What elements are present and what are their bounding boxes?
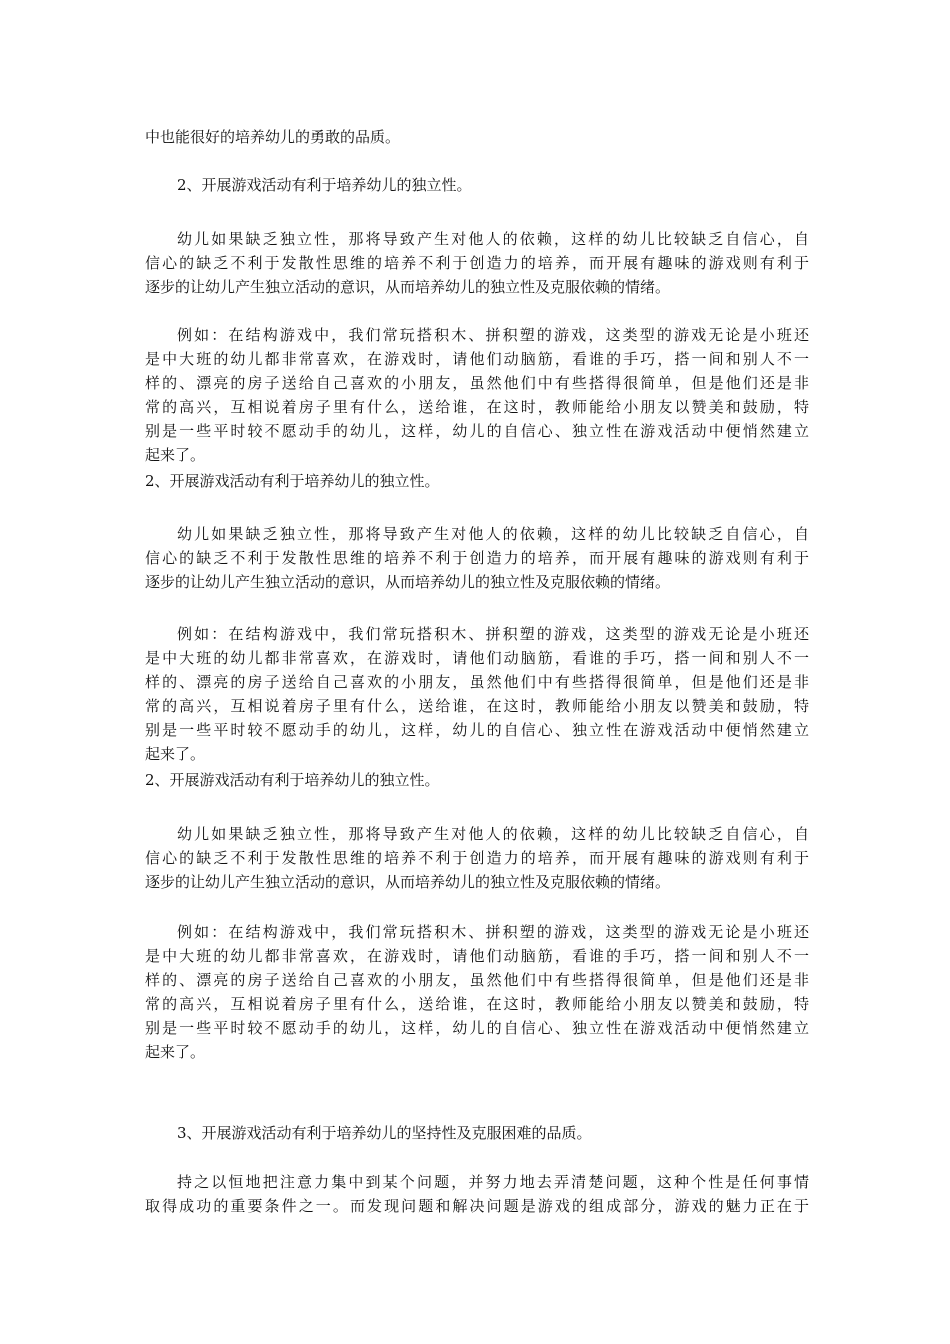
- paragraph-line: 幼儿如果缺乏独立性，那将导致产生对他人的依赖，这样的幼儿比较缺乏自信心，自: [177, 230, 809, 248]
- paragraph-line: 中也能很好的培养幼儿的勇敢的品质。: [145, 128, 401, 146]
- paragraph-line: 起来了。: [145, 745, 206, 763]
- paragraph-line: 是中大班的幼儿都非常喜欢，在游戏时，请他们动脑筋，看谁的手巧，搭一间和别人不一: [145, 947, 809, 965]
- section-heading: 2、开展游戏活动有利于培养幼儿的独立性。: [145, 771, 440, 789]
- section-heading: 2、开展游戏活动有利于培养幼儿的独立性。: [177, 176, 472, 194]
- paragraph-line: 样的、漂亮的房子送给自己喜欢的小朋友，虽然他们中有些搭得很简单，但是他们还是非: [145, 374, 809, 392]
- paragraph-line: 逐步的让幼儿产生独立活动的意识，从而培养幼儿的独立性及克服依赖的情绪。: [145, 573, 671, 591]
- paragraph-line: 是中大班的幼儿都非常喜欢，在游戏时，请他们动脑筋，看谁的手巧，搭一间和别人不一: [145, 350, 809, 368]
- section-heading: 3、开展游戏活动有利于培养幼儿的坚持性及克服困难的品质。: [177, 1124, 592, 1142]
- paragraph-line: 别是一些平时较不愿动手的幼儿，这样，幼儿的自信心、独立性在游戏活动中便悄然建立: [145, 1019, 809, 1037]
- paragraph-line: 是中大班的幼儿都非常喜欢，在游戏时，请他们动脑筋，看谁的手巧，搭一间和别人不一: [145, 649, 809, 667]
- paragraph-line: 常的高兴，互相说着房子里有什么，送给谁，在这时，教师能给小朋友以赞美和鼓励，特: [145, 995, 809, 1013]
- paragraph-line: 逐步的让幼儿产生独立活动的意识，从而培养幼儿的独立性及克服依赖的情绪。: [145, 278, 671, 296]
- paragraph-line: 幼儿如果缺乏独立性，那将导致产生对他人的依赖，这样的幼儿比较缺乏自信心，自: [177, 825, 809, 843]
- paragraph-line: 信心的缺乏不利于发散性思维的培养不利于创造力的培养，而开展有趣味的游戏则有利于: [145, 849, 809, 867]
- paragraph-line: 持之以恒地把注意力集中到某个问题，并努力地去弄清楚问题，这种个性是任何事情: [177, 1173, 809, 1191]
- paragraph-line: 样的、漂亮的房子送给自己喜欢的小朋友，虽然他们中有些搭得很简单，但是他们还是非: [145, 673, 809, 691]
- paragraph-line: 信心的缺乏不利于发散性思维的培养不利于创造力的培养，而开展有趣味的游戏则有利于: [145, 549, 809, 567]
- paragraph-line: 幼儿如果缺乏独立性，那将导致产生对他人的依赖，这样的幼儿比较缺乏自信心，自: [177, 525, 809, 543]
- section-heading: 2、开展游戏活动有利于培养幼儿的独立性。: [145, 472, 440, 490]
- paragraph-line: 起来了。: [145, 446, 206, 464]
- paragraph-line: 常的高兴，互相说着房子里有什么，送给谁，在这时，教师能给小朋友以赞美和鼓励，特: [145, 398, 809, 416]
- paragraph-line: 样的、漂亮的房子送给自己喜欢的小朋友，虽然他们中有些搭得很简单，但是他们还是非: [145, 971, 809, 989]
- paragraph-line: 取得成功的重要条件之一。而发现问题和解决问题是游戏的组成部分，游戏的魅力正在于: [145, 1197, 809, 1215]
- paragraph-line: 别是一些平时较不愿动手的幼儿，这样，幼儿的自信心、独立性在游戏活动中便悄然建立: [145, 721, 809, 739]
- paragraph-line: 逐步的让幼儿产生独立活动的意识，从而培养幼儿的独立性及克服依赖的情绪。: [145, 873, 671, 891]
- paragraph-line: 常的高兴，互相说着房子里有什么，送给谁，在这时，教师能给小朋友以赞美和鼓励，特: [145, 697, 809, 715]
- paragraph-line: 起来了。: [145, 1043, 206, 1061]
- paragraph-line: 例如：在结构游戏中，我们常玩搭积木、拼积塑的游戏，这类型的游戏无论是小班还: [177, 625, 809, 643]
- paragraph-line: 例如：在结构游戏中，我们常玩搭积木、拼积塑的游戏，这类型的游戏无论是小班还: [177, 326, 809, 344]
- paragraph-line: 别是一些平时较不愿动手的幼儿，这样，幼儿的自信心、独立性在游戏活动中便悄然建立: [145, 422, 809, 440]
- paragraph-line: 信心的缺乏不利于发散性思维的培养不利于创造力的培养，而开展有趣味的游戏则有利于: [145, 254, 809, 272]
- paragraph-line: 例如：在结构游戏中，我们常玩搭积木、拼积塑的游戏，这类型的游戏无论是小班还: [177, 923, 809, 941]
